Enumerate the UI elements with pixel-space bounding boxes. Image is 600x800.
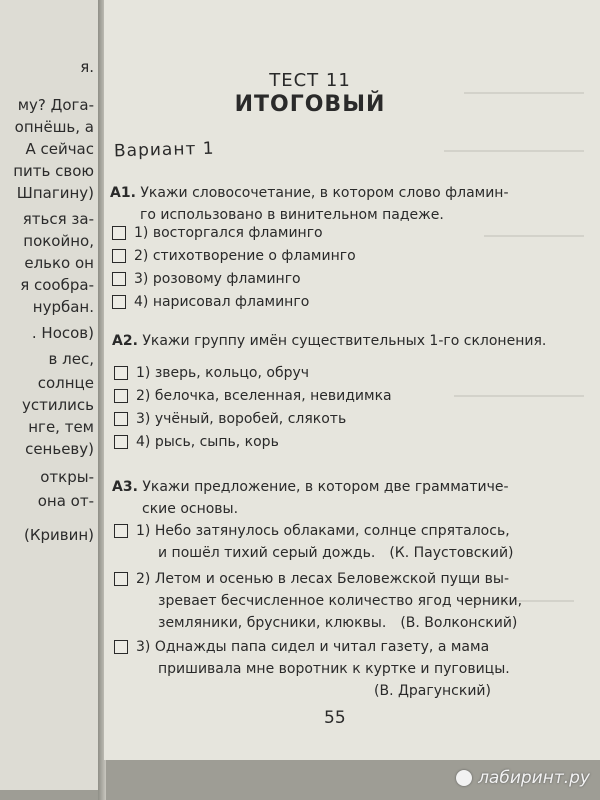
option-text: 1) восторгался фламинго xyxy=(134,225,323,241)
previous-page xyxy=(0,0,100,790)
answer-checkbox[interactable] xyxy=(112,272,126,286)
variant-label: Вариант 1 xyxy=(113,138,215,162)
test-number: ТЕСТ 11 xyxy=(269,70,351,91)
left-page-fragment: пить свою xyxy=(13,162,94,180)
answer-checkbox[interactable] xyxy=(114,640,128,654)
answer-checkbox[interactable] xyxy=(112,226,126,240)
option-text: 3) розовому фламинго xyxy=(134,271,301,287)
answer-option[interactable] xyxy=(114,362,309,384)
question-number: А2. xyxy=(112,333,138,349)
option-text: 2) белочка, вселенная, невидимка xyxy=(136,388,392,404)
question-number: А1. xyxy=(110,185,136,201)
page-number: 55 xyxy=(324,708,346,728)
left-page-fragment: она от- xyxy=(37,492,94,510)
left-page-fragment: в лес, xyxy=(48,350,94,368)
left-page-fragment: нге, тем xyxy=(28,418,94,436)
left-page-fragment: я. xyxy=(80,58,94,76)
option-text: 4) нарисовал фламинго xyxy=(134,294,310,310)
option-text: 2) Летом и осенью в лесах Беловежской пущи вы- xyxy=(136,571,510,587)
answer-option[interactable] xyxy=(114,568,522,634)
option-text: 1) Небо затянулось облаками, солнце спряталось, xyxy=(136,523,510,539)
left-page-fragment: А сейчас xyxy=(25,140,94,158)
option-text: 3) учёный, воробей, слякоть xyxy=(136,411,347,427)
left-page-fragment: Шпагину) xyxy=(16,184,94,202)
question-text: го использовано в винительном падеже. xyxy=(140,207,444,223)
show-through-text xyxy=(484,235,584,237)
answer-option[interactable] xyxy=(114,636,510,702)
question-a3 xyxy=(112,476,509,520)
question-a2 xyxy=(112,330,546,352)
answer-option[interactable] xyxy=(114,431,279,453)
left-page-fragment: му? Дога- xyxy=(17,96,94,114)
left-page-fragment: . Носов) xyxy=(31,324,94,342)
answer-option[interactable] xyxy=(112,291,309,313)
option-text: земляники, брусники, клюквы. xyxy=(158,615,387,631)
option-text: 2) стихотворение о фламинго xyxy=(134,248,356,264)
show-through-text xyxy=(464,92,584,94)
quote-author: (В. Драгунский) xyxy=(374,683,491,699)
quote-author: (В. Волконский) xyxy=(400,615,518,631)
option-text: 4) рысь, сыпь, корь xyxy=(136,434,279,450)
option-text: и пошёл тихий серый дождь. xyxy=(158,545,376,561)
answer-option[interactable] xyxy=(114,385,392,407)
left-page-fragment: я сообра- xyxy=(20,276,94,294)
answer-checkbox[interactable] xyxy=(114,412,128,426)
option-text: 3) Однажды папа сидел и читал газету, а мама xyxy=(136,639,490,655)
option-text: пришивала мне воротник к куртке и пуговицы. xyxy=(158,661,510,677)
answer-option[interactable] xyxy=(112,245,356,267)
watermark-text: лабиринт.ру xyxy=(478,768,590,788)
show-through-text xyxy=(444,150,584,152)
show-through-text xyxy=(454,395,584,397)
left-page-fragment: сеньеву) xyxy=(25,440,94,458)
left-page-fragment: нурбан. xyxy=(32,298,94,316)
question-text: Укажи словосочетание, в котором слово фламин- xyxy=(140,185,509,201)
question-text: Укажи группу имён существительных 1-го склонения. xyxy=(142,333,547,349)
answer-option[interactable] xyxy=(112,222,323,244)
left-page-fragment: устились xyxy=(21,396,94,414)
question-text: Укажи предложение, в котором две грамматиче- xyxy=(142,479,509,495)
option-text: зревает бесчисленное количество ягод черники, xyxy=(158,593,523,609)
left-page-fragment: опнёшь, а xyxy=(14,118,94,136)
left-page-fragment: яться за- xyxy=(22,210,94,228)
answer-checkbox[interactable] xyxy=(114,524,128,538)
answer-checkbox[interactable] xyxy=(112,295,126,309)
answer-checkbox[interactable] xyxy=(112,249,126,263)
labirint-logo-icon xyxy=(456,770,472,786)
quote-author: (К. Паустовский) xyxy=(389,545,514,561)
watermark xyxy=(456,768,590,788)
option-text: 1) зверь, кольцо, обруч xyxy=(136,365,310,381)
question-number: А3. xyxy=(112,479,138,495)
question-text: ские основы. xyxy=(142,501,239,517)
left-page-fragment: солнце xyxy=(37,374,94,392)
answer-checkbox[interactable] xyxy=(114,389,128,403)
answer-option[interactable] xyxy=(114,520,514,564)
answer-checkbox[interactable] xyxy=(114,366,128,380)
answer-option[interactable] xyxy=(112,268,301,290)
answer-checkbox[interactable] xyxy=(114,435,128,449)
left-page-fragment: откры- xyxy=(40,468,94,486)
answer-checkbox[interactable] xyxy=(114,572,128,586)
test-title: ИТОГОВЫЙ xyxy=(234,92,386,117)
left-page-fragment: елько он xyxy=(24,254,94,272)
left-page-fragment: (Кривин) xyxy=(23,526,94,544)
question-a1 xyxy=(110,182,509,226)
left-page-fragment: покойно, xyxy=(23,232,94,250)
answer-option[interactable] xyxy=(114,408,346,430)
